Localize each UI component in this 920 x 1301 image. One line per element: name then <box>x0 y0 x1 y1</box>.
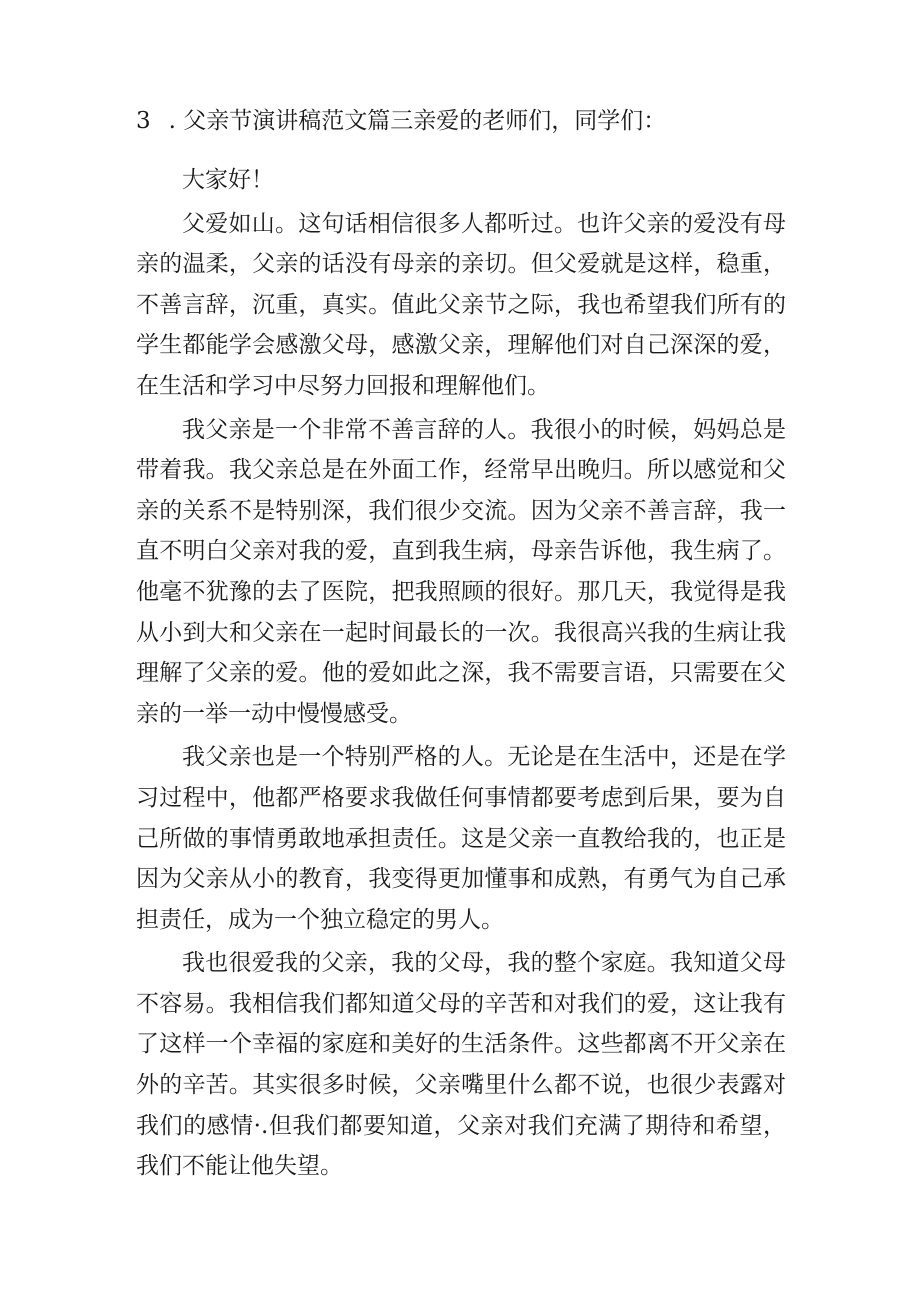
greeting-paragraph: 大家好！ <box>182 167 274 193</box>
body-paragraph: 我父亲也是一个特别严格的人。无论是在生活中，还是在学习过程中，他都严格要求我做任何事情都要考虑到后果，要为自己所做的事情勇敢地承担责任。这是父亲一直教给我的，也正是因为父亲从小的教育，我变得更加懂事和成熟，有勇气为自己承担责任，成为一个独立稳定的男人。 <box>136 744 786 933</box>
section-title: . 父亲节演讲稿范文篇三亲爱的老师们，同学们： <box>168 108 667 134</box>
body-paragraph: 我父亲是一个非常不善言辞的人。我很小的时候，妈妈总是带着我。我父亲总是在外面工作，经常早出晚归。所以感觉和父亲的关系不是特别深，我们很少交流。因为父亲不善言辞，我一直不明白父亲对我的爱，直到我生病，母亲告诉他，我生病了。他毫不犹豫的去了医院，把我照顾的很好。那几天，我觉得是我从小到大和父亲在一起时间最长的一次。我很高兴我的生病让我理解了父亲的爱。他的爱如此之深，我不需要言语，只需要在父亲的一举一动中慢慢感受。 <box>136 416 786 727</box>
section-number: 3 <box>136 108 151 134</box>
body-paragraph: 我也很爱我的父亲，我的父母，我的整个家庭。我知道父母不容易。我相信我们都知道父母的辛苦和对我们的爱，这让我有了这样一个幸福的家庭和美好的生活条件。这些都离不开父亲在外的辛苦。其实很多时候，父亲嘴里什么都不说，也很少表露对我们的感情·.但我们都要知道，父亲对我们充满了期待和希望，我们不能让他失望。 <box>136 950 786 1180</box>
speech-body <box>136 160 786 1190</box>
body-paragraph: 父爱如山。这句话相信很多人都听过。也许父亲的爱没有母亲的温柔，父亲的话没有母亲的亲切。但父爱就是这样，稳重，不善言辞，沉重，真实。值此父亲节之际，我也希望我们所有的学生都能学会感激父母，感激父亲，理解他们对自己深深的爱，在生活和学习中尽努力回报和理解他们。 <box>136 210 786 399</box>
section-heading <box>136 103 796 139</box>
